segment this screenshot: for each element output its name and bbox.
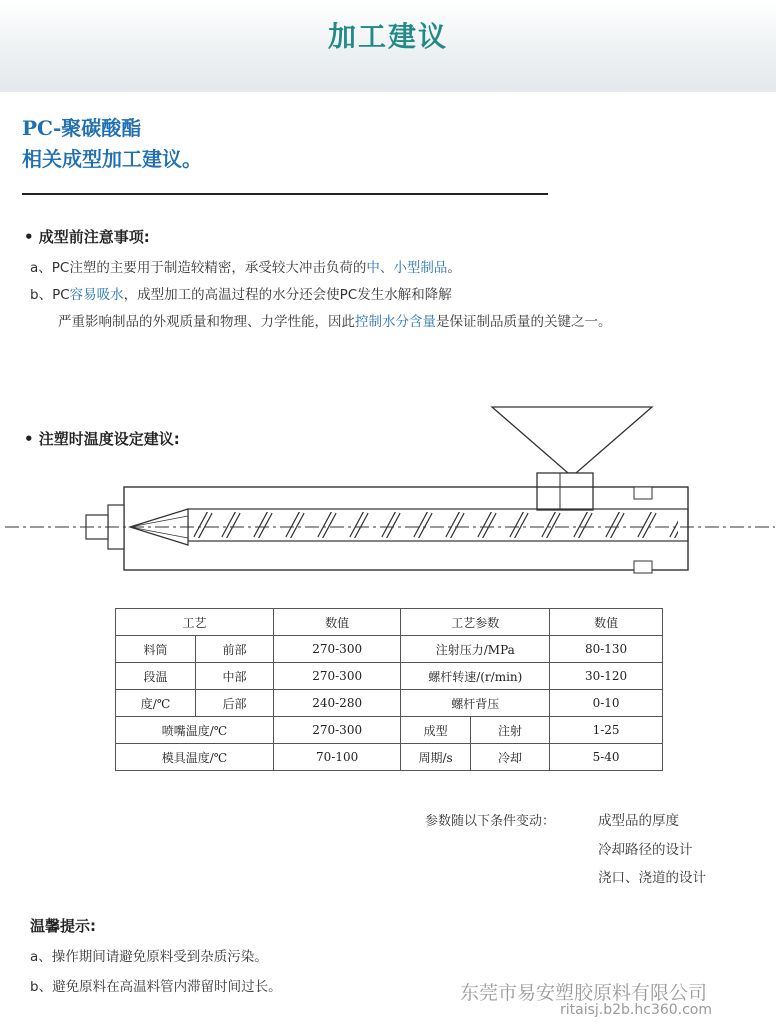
zone-value: 240-280	[273, 690, 400, 717]
table-header-cell: 工艺参数	[401, 609, 550, 636]
table-row	[116, 717, 663, 744]
condition-item: 成型品的厚度	[598, 813, 679, 829]
process-parameter-table	[115, 608, 663, 771]
injection-screw-diagram	[0, 395, 776, 595]
cycle-label-bottom: 周期/s	[401, 744, 470, 771]
divider	[22, 193, 548, 195]
zone-value: 270-300	[273, 663, 400, 690]
note-a-text: a、PC注塑的主要用于制造较精密，承受较大冲击负荷的	[30, 260, 367, 276]
param-value: 80-130	[550, 636, 663, 663]
param-value: 30-120	[550, 663, 663, 690]
note-b-continued	[58, 310, 612, 330]
material-heading: PC-聚碳酸酯	[22, 116, 142, 140]
param-label: 注射压力/MPa	[401, 636, 550, 663]
inject-time-value: 1-25	[550, 717, 663, 744]
barrel-label: 料筒	[116, 636, 196, 663]
material-subheading: 相关成型加工建议。	[22, 147, 202, 171]
note-b2-text: 严重影响制品的外观质量和物理、力学性能，因此	[58, 314, 355, 330]
nozzle-temp-label: 喷嘴温度/℃	[116, 717, 274, 744]
table-header-cell: 工艺	[116, 609, 274, 636]
section-pre-molding-title: • 成型前注意事项:	[24, 228, 150, 246]
tip-item: b、避免原料在高温料管内滞留时间过长。	[30, 979, 282, 995]
param-label: 螺杆转速/(r/min)	[401, 663, 550, 690]
note-b2-suffix: 是保证制品质量的关键之一。	[436, 314, 612, 330]
barrel-label: 段温	[116, 663, 196, 690]
table-header-cell: 数值	[273, 609, 400, 636]
note-a-suffix: 。	[447, 260, 461, 276]
site-url-watermark: ritaisj.b2b.hc360.com	[560, 1002, 713, 1018]
note-a	[30, 256, 461, 276]
table-row	[116, 690, 663, 717]
param-label: 螺杆背压	[401, 690, 550, 717]
zone-label: 后部	[196, 690, 274, 717]
mold-temp-value: 70-100	[273, 744, 400, 771]
note-b-highlight: 容易吸水	[69, 287, 124, 303]
tips-title: 温馨提示:	[30, 917, 96, 935]
page-title: 加工建议	[327, 20, 448, 53]
table-row	[116, 663, 663, 690]
cycle-label-top: 成型	[401, 717, 470, 744]
cool-time-value: 5-40	[550, 744, 663, 771]
barrel-label: 度/℃	[116, 690, 196, 717]
param-value: 0-10	[550, 690, 663, 717]
note-b	[30, 283, 452, 303]
condition-item: 浇口、浇道的设计	[598, 870, 706, 886]
zone-value: 270-300	[273, 636, 400, 663]
tip-item: a、操作期间请避免原料受到杂质污染。	[30, 949, 268, 965]
nozzle-temp-value: 270-300	[273, 717, 400, 744]
table-header-row	[116, 609, 663, 636]
zone-label: 前部	[196, 636, 274, 663]
table-row	[116, 636, 663, 663]
company-watermark: 东莞市易安塑胶原料有限公司	[460, 982, 708, 1004]
note-b2-highlight: 控制水分含量	[355, 314, 436, 330]
conditions-label: 参数随以下条件变动：	[425, 814, 556, 829]
zone-label: 中部	[196, 663, 274, 690]
table-header-cell: 数值	[550, 609, 663, 636]
table-row	[116, 744, 663, 771]
note-b-suffix: ，成型加工的高温过程的水分还会使PC发生水解和降解	[123, 287, 452, 303]
cool-time-label: 冷却	[470, 744, 549, 771]
mold-temp-label: 模具温度/℃	[116, 744, 274, 771]
note-b-text: b、PC	[30, 287, 70, 303]
condition-item: 冷却路径的设计	[598, 842, 693, 858]
inject-time-label: 注射	[470, 717, 549, 744]
screw-flights	[196, 512, 686, 538]
section-temperature-title: • 注塑时温度设定建议:	[24, 430, 180, 448]
hopper-icon	[492, 407, 652, 510]
note-a-highlight: 中、小型制品	[366, 260, 448, 276]
